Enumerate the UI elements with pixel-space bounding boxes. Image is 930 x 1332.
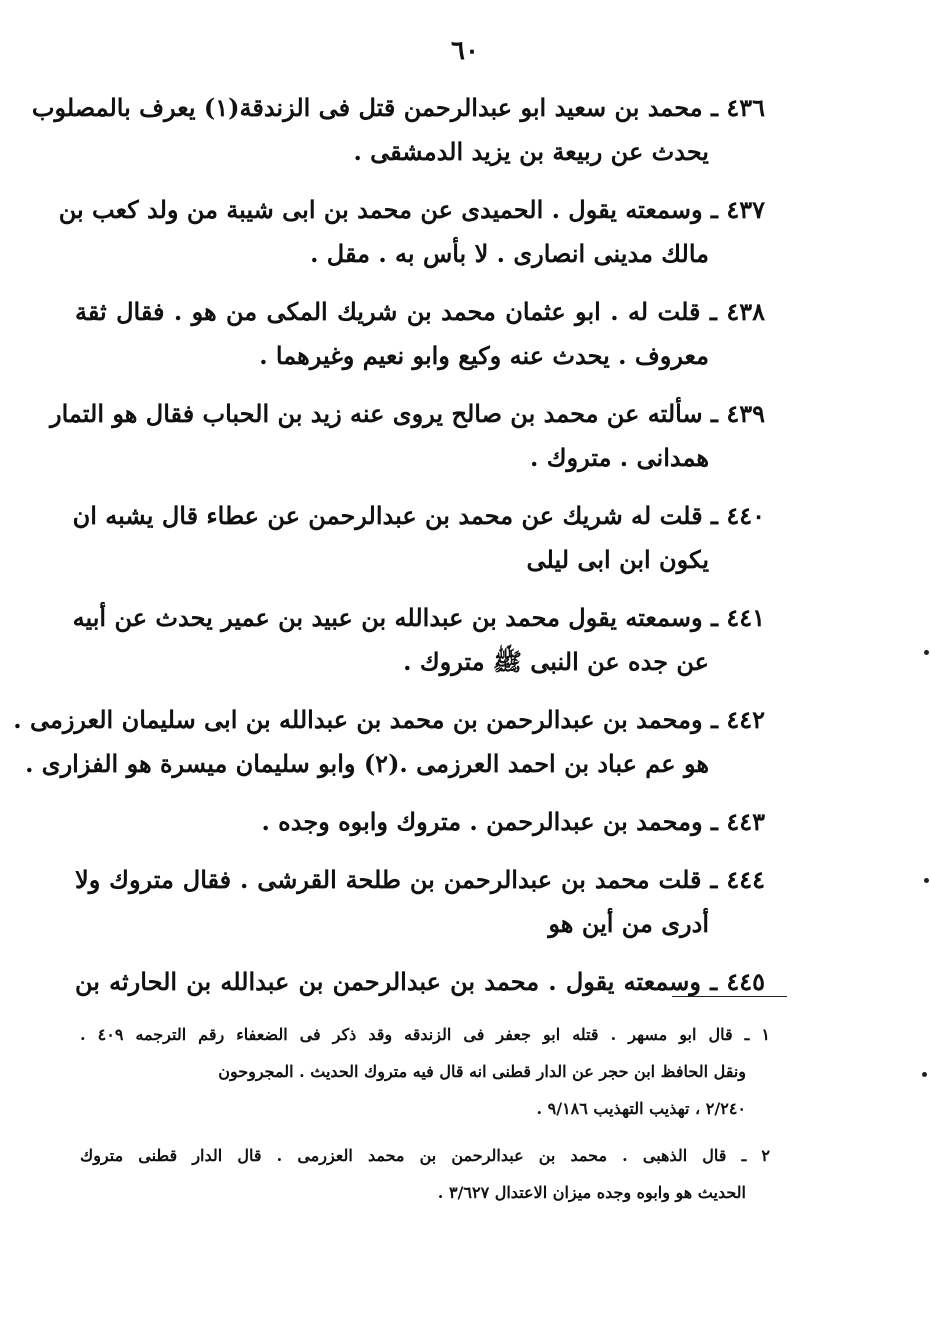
entry-line: ٤٤٠ ـ قلت له شريك عن محمد بن عبدالرحمن عن عطاء قال يشبه ان xyxy=(72,501,765,530)
footnote-line: ونقل الحافظ ابن حجر عن الدار قطنى انه قال فيه متروك الحديث . المجروحون xyxy=(218,1062,746,1081)
footnote-divider xyxy=(672,996,787,997)
entry-line: ٤٤٣ ـ ومحمد بن عبدالرحمن . متروك وابوه وجده . xyxy=(261,807,765,836)
entry-line: أدرى من أين هو xyxy=(548,909,709,938)
entry-438 xyxy=(75,290,765,378)
footnote-line: ١ ـ قال ابو مسهر . قتله ابو جعفر فى الزندقه وقد ذكر فى الضعفاء رقم الترجمه ٤٠٩ . xyxy=(80,1025,771,1044)
entry-440 xyxy=(72,494,765,582)
entry-444 xyxy=(75,858,765,946)
entry-line: معروف . يحدث عنه وكيع وابو نعيم وغيرهما . xyxy=(259,341,709,370)
entry-437 xyxy=(58,188,765,276)
entry-442 xyxy=(13,698,765,786)
entry-line: ٤٣٦ ـ محمد بن سعيد ابو عبدالرحمن قتل فى الزندقة(١) يعرف بالمصلوب xyxy=(31,93,765,122)
footnote-2 xyxy=(80,1137,770,1211)
footnote-line: ٢ ـ قال الذهبى . محمد بن عبدالرحمن بن محمد العزرمى . قال الدار قطنى متروك xyxy=(80,1146,770,1165)
entry-line: ٤٣٩ ـ سألته عن محمد بن صالح يروى عنه زيد بن الحباب فقال هو التمار xyxy=(50,399,765,428)
footnote-line: الحديث هو وابوه وجده ميزان الاعتدال ٣/٦٢٧ . xyxy=(437,1183,746,1202)
entry-441 xyxy=(72,596,765,684)
page-number: ٦٠ xyxy=(451,36,479,66)
entry-439 xyxy=(50,392,765,480)
entries-list xyxy=(13,86,765,1018)
scan-speck xyxy=(924,878,929,883)
entry-line: ٤٤٥ ـ وسمعته يقول . محمد بن عبدالرحمن بن عبدالله بن الحارثه بن xyxy=(75,967,765,996)
entry-443 xyxy=(75,800,765,844)
footnote-1 xyxy=(80,1016,770,1127)
scan-speck xyxy=(924,650,929,655)
footnote-line: ٢/٢٤٠ ، تهذيب التهذيب ٩/١٨٦ . xyxy=(536,1099,746,1118)
entry-line: ٤٤١ ـ وسمعته يقول محمد بن عبدالله بن عبيد بن عمير يحدث عن أبيه xyxy=(72,603,765,632)
entry-line: همدانى . متروك . xyxy=(530,443,709,472)
entry-436 xyxy=(31,86,765,174)
entry-line: عن جده عن النبى ﷺ متروك . xyxy=(403,647,709,676)
entry-line: هو عم عباد بن احمد العرزمى .(٢) وابو سليمان ميسرة هو الفزارى . xyxy=(25,749,709,778)
entry-445 xyxy=(75,960,765,1004)
entry-line: ٤٤٢ ـ ومحمد بن عبدالرحمن بن محمد بن عبدالله بن ابى سليمان العرزمى . xyxy=(13,705,765,734)
entry-line: يكون ابن ابى ليلى xyxy=(526,545,709,574)
entry-line: يحدث عن ربيعة بن يزيد الدمشقى . xyxy=(353,137,709,166)
entry-line: ٤٤٤ ـ قلت محمد بن عبدالرحمن بن طلحة القرشى . فقال متروك ولا xyxy=(75,865,765,894)
scan-speck xyxy=(922,1072,927,1077)
entry-line: ٤٣٨ ـ قلت له . ابو عثمان محمد بن شريك المكى من هو . فقال ثقة xyxy=(75,297,765,326)
entry-line: مالك مدينى انصارى . لا بأس به . مقل . xyxy=(310,239,709,268)
entry-line: ٤٣٧ ـ وسمعته يقول . الحميدى عن محمد بن ابى شيبة من ولد كعب بن xyxy=(58,195,765,224)
footnotes xyxy=(80,1016,770,1221)
